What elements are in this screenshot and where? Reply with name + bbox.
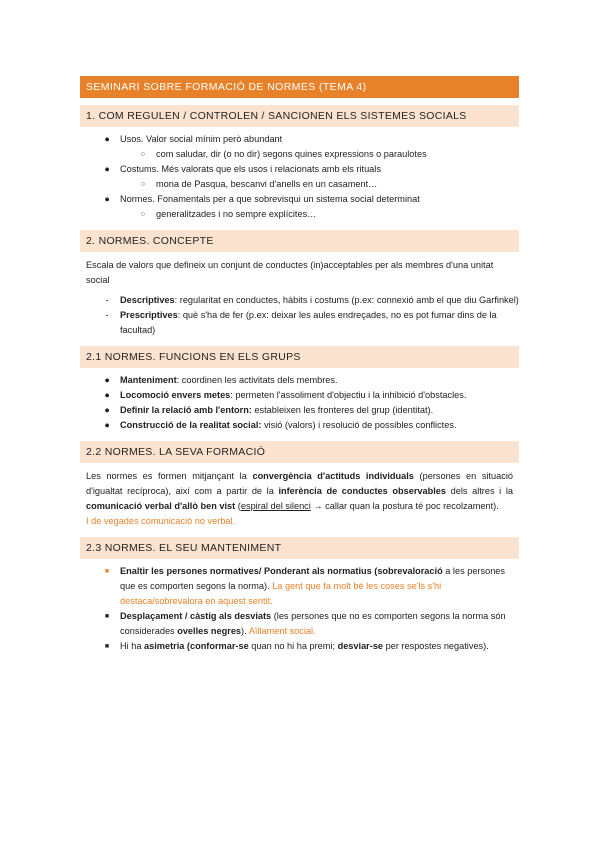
dash-icon: -	[105, 295, 109, 305]
highlight-note: La gent que fa molt bé les coses se'ls s'hi destaca/sobrevalora en aquest sentit.	[120, 581, 442, 606]
functions-list	[80, 373, 519, 433]
list-item	[80, 373, 519, 388]
document-page	[80, 76, 519, 654]
square-bullet-icon: ■	[104, 613, 110, 620]
bold-run: inferència de conductes observables	[278, 486, 446, 496]
item-text: Usos. Valor social mínim però abundant	[120, 134, 283, 144]
list-item	[80, 388, 519, 403]
concept-intro: Escala de valors que defineix un conjunt de conductes (in)acceptables per als membres d'una unitat social	[86, 260, 494, 285]
text-run: (les persones que no es comporten segons la norma són considerades	[120, 611, 506, 636]
item-bold: Manteniment	[120, 375, 177, 385]
bullet-icon: ●	[104, 420, 110, 430]
bold-run: asimetria (conformar-se	[144, 641, 249, 651]
item-text: : coordinen les activitats dels membres.	[176, 375, 338, 385]
list-item	[80, 132, 519, 147]
subitem-text: mona de Pasqua, bescanvi d'anells en un casament…	[156, 179, 378, 189]
text-run: (	[235, 501, 241, 511]
formation-paragraph	[80, 469, 519, 529]
item-bold: Locomoció envers metes	[120, 390, 231, 400]
section-heading-formation: 2.2 NORMES. LA SEVA FORMACIÓ	[80, 441, 519, 463]
item-bold: Prescriptives	[120, 310, 178, 320]
item-text: : permeten l'assoliment d'objectiu i la inhibició d'obstacles.	[230, 390, 467, 400]
highlight-note: I de vegades comunicació no verbal.	[86, 516, 236, 526]
subitem-text: generalitzades i no sempre explícites…	[156, 209, 317, 219]
text-run: → callar quan la postura té poc recolzament).	[310, 501, 499, 511]
square-bullet-icon: ■	[104, 568, 110, 575]
list-item	[80, 162, 519, 177]
item-bold: Descriptives	[120, 295, 175, 305]
item-bold: Definir la relació amb l'entorn:	[120, 405, 252, 415]
bullet-icon: ●	[104, 194, 110, 204]
item-text: Normes. Fonamentals per a que sobrevisqui un sistema social determinat	[120, 194, 420, 204]
list-item	[80, 609, 519, 639]
item-text: visió (valors) i resolució de possibles conflictes.	[261, 420, 457, 430]
maintenance-list	[80, 564, 519, 654]
dash-icon: -	[105, 310, 109, 320]
highlight-note: Aïllament social.	[248, 626, 316, 636]
circle-bullet-icon: ○	[140, 211, 146, 218]
section-heading-maintenance: 2.3 NORMES. EL SEU MANTENIMENT	[80, 537, 519, 559]
text-run: quan no hi ha premi;	[248, 641, 338, 651]
list-subitem	[80, 177, 519, 192]
text-run: Hi ha	[120, 641, 145, 651]
document-title: SEMINARI SOBRE FORMACIÓ DE NORMES (TEMA 4)	[80, 76, 519, 98]
item-text: estableixen les fronteres del grup (identitat).	[251, 405, 434, 415]
list-item	[80, 564, 519, 609]
item-text: Costums. Més valorats que els usos i relacionats amb els rituals	[120, 164, 381, 174]
text-run: a les persones que es comporten segons la norma).	[120, 566, 506, 591]
list-item	[80, 293, 519, 308]
text-run: (persones en situació d'igualtat recíproca), així com a partir de la	[86, 471, 513, 496]
circle-bullet-icon: ○	[140, 151, 146, 158]
subitem-text: com saludar, dir (o no dir) segons quines expressions o paraulotes	[156, 149, 427, 159]
bullet-icon: ●	[104, 375, 110, 385]
bold-run: desviar-se	[337, 641, 384, 651]
circle-bullet-icon: ○	[140, 181, 146, 188]
square-bullet-icon: ■	[104, 643, 110, 650]
bold-run: Desplaçament / càstig als desviats	[120, 611, 272, 621]
bold-run: comunicació verbal d'allò ben vist	[86, 501, 236, 511]
text-run: Les normes es formen mitjançant la	[86, 471, 253, 481]
concept-list	[80, 293, 519, 338]
bullet-icon: ●	[104, 405, 110, 415]
item-bold: Construcció de la realitat social:	[120, 420, 262, 430]
bullet-icon: ●	[104, 134, 110, 144]
list-subitem	[80, 207, 519, 222]
section-heading-functions: 2.1 NORMES. FUNCIONS EN ELS GRUPS	[80, 346, 519, 368]
underlined-run: espiral del silenci	[240, 501, 311, 511]
item-text: : regularitat en conductes, hàbits i costums (p.ex: connexió amb el que diu Garfinkel)	[174, 295, 519, 305]
regulation-list	[80, 132, 519, 222]
text-run: ).	[241, 626, 249, 636]
text-run: per respostes negatives).	[383, 641, 489, 651]
list-item	[80, 418, 519, 433]
bold-run: convergència d'actituds individuals	[252, 471, 414, 481]
bold-run: ovelles negres	[177, 626, 242, 636]
list-item	[80, 403, 519, 418]
list-subitem	[80, 147, 519, 162]
text-run: dels altres i la	[446, 486, 513, 496]
list-item	[80, 308, 519, 338]
list-item	[80, 639, 519, 654]
section-heading-regulation: 1. COM REGULEN / CONTROLEN / SANCIONEN ELS SISTEMES SOCIALS	[80, 105, 519, 127]
bold-run: Enaltir les persones normatives/ Ponderant als normatius (sobrevaloració	[120, 566, 443, 576]
item-text: : què s'ha de fer (p.ex: deixar les aules endreçades, no es pot fumar dins de la facultad)	[120, 310, 497, 335]
bullet-icon: ●	[104, 164, 110, 174]
list-item	[80, 192, 519, 207]
section-heading-concept: 2. NORMES. CONCEPTE	[80, 230, 519, 252]
bullet-icon: ●	[104, 390, 110, 400]
